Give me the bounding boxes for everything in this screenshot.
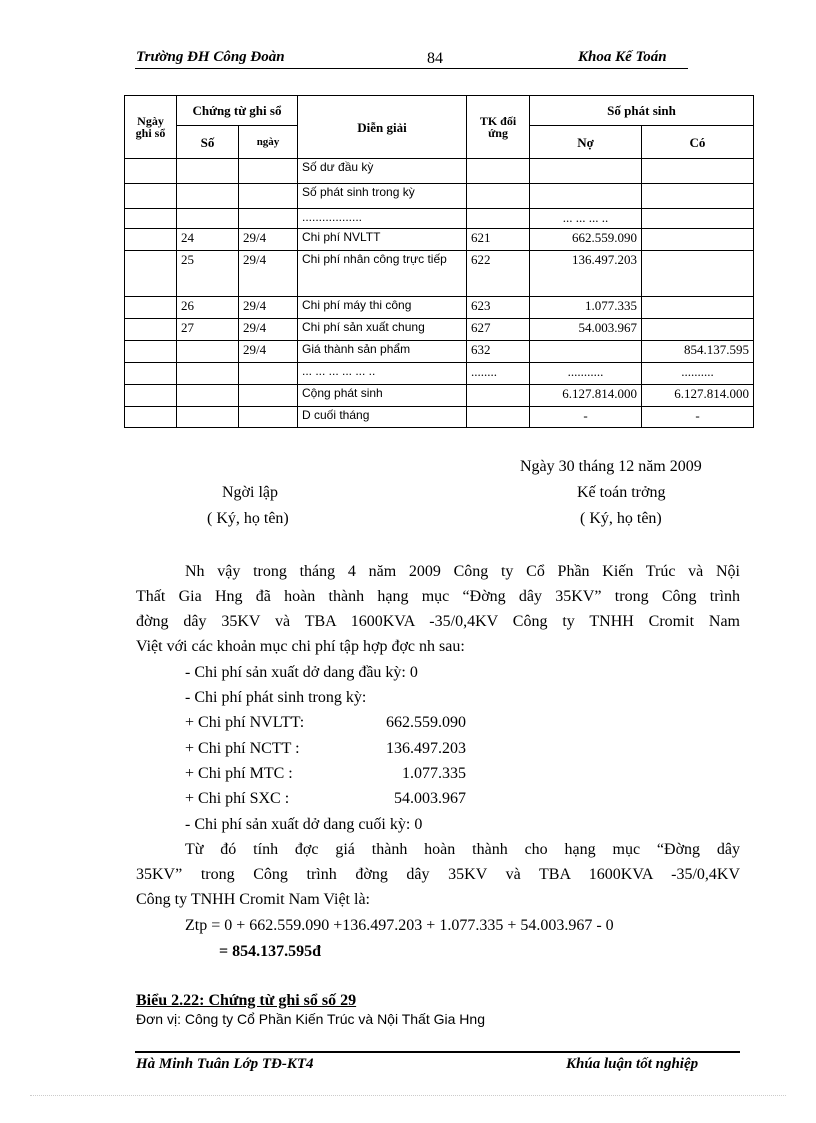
table-cell-no (530, 341, 642, 363)
table-cell-dien-giai: Cộng phát sinh (298, 385, 467, 407)
table-cell-dien-giai: Giá thành sản phẩm (298, 341, 467, 363)
cost-value: 662.559.090 (386, 714, 466, 731)
table-cell-ngay-ghi (125, 385, 177, 407)
table-cell-ngay: 29/4 (239, 251, 298, 297)
table-row (125, 385, 754, 407)
table-cell-so (177, 385, 239, 407)
table-cell-co (642, 229, 754, 251)
result-value: 854.137.595đ (232, 943, 322, 960)
table-cell-tk: ........ (467, 363, 530, 385)
table-row (125, 297, 754, 319)
table-cell-ngay (239, 209, 298, 229)
table-cell-co (642, 159, 754, 184)
table-cell-no: ... ... ... .. (530, 209, 642, 229)
table-cell-ngay (239, 159, 298, 184)
cost-value: 1.077.335 (402, 765, 466, 782)
table-row (125, 184, 754, 209)
table-cell-co: - (642, 407, 754, 428)
table-cell-tk: 621 (467, 229, 530, 251)
table-cell-no: 1.077.335 (530, 297, 642, 319)
cost-label: + Chi phí MTC : (185, 765, 293, 782)
table-cell-ngay-ghi (125, 209, 177, 229)
header-school: Trường ĐH Công Đoàn (136, 49, 285, 65)
table-cell-so: 26 (177, 297, 239, 319)
para2-line1: Từ đó tính đợc giá thành hoàn thành cho hạng mục “Đờng dây (185, 841, 740, 858)
table-cell-co: .......... (642, 363, 754, 385)
table-cell-ngay-ghi (125, 159, 177, 184)
page-edge-dots (30, 1095, 786, 1096)
table-cell-so (177, 184, 239, 209)
table-row (125, 341, 754, 363)
table-cell-so: 24 (177, 229, 239, 251)
table-cell-ngay-ghi (125, 407, 177, 428)
cost-value: 136.497.203 (386, 740, 466, 757)
item-incurred: - Chi phí phát sinh trong kỳ: (185, 689, 367, 706)
header-rule (135, 68, 688, 69)
cost-value: 54.003.967 (394, 790, 466, 807)
table-cell-co: 854.137.595 (642, 341, 754, 363)
col-ngay: ngày (239, 126, 298, 159)
table-cell-so: 25 (177, 251, 239, 297)
col-no: Nợ (530, 126, 642, 159)
table-cell-tk: 622 (467, 251, 530, 297)
table-row (125, 159, 754, 184)
footer-rule (135, 1051, 740, 1053)
table-cell-co (642, 251, 754, 297)
table-row (125, 319, 754, 341)
signature-date: Ngày 30 tháng 12 năm 2009 (520, 458, 702, 475)
para2-line2: 35KV” trong Công trình đờng dây 35KV và TBA 1600KVA -35/0,4KV (136, 866, 740, 883)
table-row (125, 363, 754, 385)
cost-label: + Chi phí NVLTT: (185, 714, 305, 731)
table-cell-dien-giai: Chi phí NVLTT (298, 229, 467, 251)
col-dien-giai: Diễn giải (298, 96, 467, 159)
table-cell-ngay: 29/4 (239, 319, 298, 341)
page-number: 84 (427, 50, 443, 67)
table-cell-co (642, 319, 754, 341)
table-cell-tk (467, 385, 530, 407)
preparer-title: Ngời lập (222, 484, 279, 501)
table-cell-no (530, 184, 642, 209)
para2-line3: Công ty TNHH Cromit Nam Việt là: (136, 891, 370, 908)
table-cell-tk (467, 407, 530, 428)
para1-line3: đờng dây 35KV và TBA 1600KVA -35/0,4KV Công ty TNHH Cromit Nam (136, 613, 740, 630)
section-title: Biểu 2.22: Chứng từ ghi sổ số 29 (136, 992, 357, 1009)
table-cell-tk: 627 (467, 319, 530, 341)
header-faculty: Khoa Kế Toán (578, 49, 667, 65)
table-cell-dien-giai: Chi phí máy thi công (298, 297, 467, 319)
table-cell-so (177, 363, 239, 385)
table-cell-dien-giai: Chi phí sản xuất chung (298, 319, 467, 341)
item-closing-wip: - Chi phí sản xuất dở dang cuối kỳ: 0 (185, 816, 423, 833)
col-tk-doi-ung: TK đối ứng (467, 96, 530, 159)
table-cell-ngay-ghi (125, 184, 177, 209)
table-cell-co: 6.127.814.000 (642, 385, 754, 407)
table-cell-tk (467, 159, 530, 184)
table-cell-no: 136.497.203 (530, 251, 642, 297)
table-cell-ngay-ghi (125, 229, 177, 251)
accountant-title: Kế toán trởng (577, 484, 666, 501)
table-cell-no: 6.127.814.000 (530, 385, 642, 407)
table-cell-dien-giai: Chi phí nhân công trực tiếp (298, 251, 467, 297)
table-cell-ngay-ghi (125, 363, 177, 385)
table-cell-so (177, 341, 239, 363)
table-cell-ngay (239, 363, 298, 385)
table-cell-ngay: 29/4 (239, 341, 298, 363)
table-cell-dien-giai: Số phát sinh trong kỳ (298, 184, 467, 209)
formula: Ztp = 0 + 662.559.090 +136.497.203 + 1.077.335 + 54.003.967 - 0 (185, 917, 614, 934)
col-ngay-ghi-so: Ngày ghi sổ (125, 96, 177, 159)
table-cell-so (177, 159, 239, 184)
table-row (125, 209, 754, 229)
table-cell-dien-giai: D cuối tháng (298, 407, 467, 428)
para1-line4: Việt với các khoản mục chi phí tập hợp đợc nh sau: (136, 638, 465, 655)
col-chung-tu: Chứng từ ghi sổ (177, 96, 298, 126)
table-cell-no: 662.559.090 (530, 229, 642, 251)
col-so-phat-sinh: Số phát sinh (530, 96, 754, 126)
table-header-row (125, 96, 754, 126)
table-cell-no: - (530, 407, 642, 428)
table-cell-tk: 632 (467, 341, 530, 363)
table-cell-no (530, 159, 642, 184)
accountant-sign: ( Ký, họ tên) (580, 510, 662, 527)
footer-thesis: Khúa luận tốt nghiệp (566, 1056, 699, 1072)
formula-result (219, 939, 321, 965)
table-cell-co (642, 297, 754, 319)
result-prefix: = (219, 943, 233, 960)
table-cell-ngay (239, 407, 298, 428)
table-cell-co (642, 209, 754, 229)
table-cell-ngay-ghi (125, 341, 177, 363)
table-cell-ngay: 29/4 (239, 229, 298, 251)
preparer-sign: ( Ký, họ tên) (207, 510, 289, 527)
table-row (125, 229, 754, 251)
table-cell-no: ........... (530, 363, 642, 385)
table-cell-co (642, 184, 754, 209)
item-opening-wip: - Chi phí sản xuất dở dang đầu kỳ: 0 (185, 664, 418, 681)
col-so: Số (177, 126, 239, 159)
table-cell-so: 27 (177, 319, 239, 341)
table-cell-tk (467, 184, 530, 209)
table-cell-dien-giai: .................. (298, 209, 467, 229)
footer-author: Hà Minh Tuân Lớp TĐ-KT4 (136, 1056, 314, 1072)
table-cell-ngay (239, 385, 298, 407)
table-cell-ngay (239, 184, 298, 209)
table-cell-dien-giai: Số dư đầu kỳ (298, 159, 467, 184)
col-co: Có (642, 126, 754, 159)
table-cell-ngay-ghi (125, 251, 177, 297)
table-cell-tk: 623 (467, 297, 530, 319)
para1-line2: Thất Gia Hng đã hoàn thành hạng mục “Đờng dây 35KV” trong Công trình (136, 588, 740, 605)
table-cell-ngay-ghi (125, 319, 177, 341)
cost-label: + Chi phí SXC : (185, 790, 290, 807)
unit-line: Đơn vị: Công ty Cổ Phần Kiến Trúc và Nội Thất Gia Hng (136, 1011, 485, 1027)
table-cell-ngay: 29/4 (239, 297, 298, 319)
table-row (125, 251, 754, 297)
table-cell-so (177, 407, 239, 428)
cost-label: + Chi phí NCTT : (185, 740, 300, 757)
table-cell-no: 54.003.967 (530, 319, 642, 341)
table-cell-ngay-ghi (125, 297, 177, 319)
table-cell-tk (467, 209, 530, 229)
table-cell-dien-giai: ... ... ... ... ... .. (298, 363, 467, 385)
ledger-table (124, 95, 754, 428)
ledger-body (125, 159, 754, 428)
table-cell-so (177, 209, 239, 229)
para1-line1: Nh vậy trong tháng 4 năm 2009 Công ty Cổ Phần Kiến Trúc và Nội (185, 563, 740, 580)
table-row (125, 407, 754, 428)
